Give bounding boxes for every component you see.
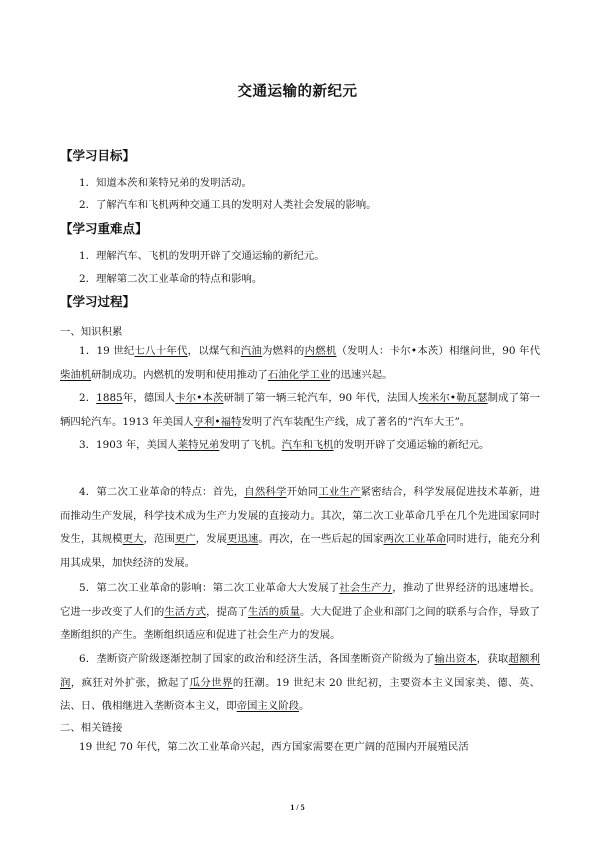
underlined-answer: 更广	[174, 533, 196, 545]
process-heading: 【学习过程】	[60, 294, 136, 309]
paragraph-3	[60, 434, 540, 458]
text-run: 3．1903 年，美国人	[79, 439, 178, 451]
underlined-answer: 埃米尔•勒瓦瑟	[418, 392, 488, 404]
underlined-answer: 卡尔•本茨	[175, 392, 224, 404]
text-run: 。	[298, 700, 310, 712]
underlined-answer: 1885	[96, 392, 123, 404]
key-points-heading: 【学习重难点】	[60, 221, 148, 236]
text-run: 4．第二次工业革命的特点：首先，	[79, 486, 245, 498]
underlined-answer: 自然科学	[244, 486, 287, 498]
text-run: 的迅速兴起。	[330, 368, 393, 381]
paragraph-4	[60, 481, 540, 575]
paragraph-2	[60, 387, 540, 434]
text-run: 研制了第一辆三轮汽车，90 年代，法国人	[223, 392, 419, 404]
goals-heading: 【学习目标】	[60, 148, 136, 163]
text-run: （发明人：卡尔•本茨）相继问世，90 年代	[336, 345, 541, 357]
underlined-answer: 汽油	[240, 345, 263, 357]
underlined-answer: 两次工业革命	[383, 533, 447, 545]
page-title: 交通运输的新纪元	[237, 84, 358, 100]
goal-item-2: 2．了解汽车和飞机两种交通工具的发明对人类社会发展的影响。	[79, 199, 377, 211]
text-run: ，推动了世界经济的迅速增长。它进一步改变了人们的	[60, 582, 541, 618]
text-run: 的发明开辟了交通运输的新纪元。	[333, 439, 490, 451]
text-run: 19 世纪 70 年代，第二次工业革命兴起，西方国家需要在更广阔的范围内开展殖民活	[79, 741, 469, 753]
key-point-item-1: 1．理解汽车、飞机的发明开辟了交通运输的新纪元。	[79, 250, 325, 262]
text-run: 发明了汽车装配生产线，成了著名的“汽车大王”。	[241, 415, 471, 428]
text-run: 6．垄断资产阶级逐渐控制了国家的政治和经济生活，各国垄断资产阶级为了	[79, 653, 435, 665]
text-run: ，疯狂对外扩张，掀起了	[70, 676, 190, 689]
text-run: 制成了第一辆四轮汽车。1913 年美国人	[60, 392, 540, 428]
underlined-answer: 生活方式	[164, 605, 207, 618]
underlined-answer: 石油化学工业	[267, 368, 331, 381]
paragraph-1	[60, 340, 540, 387]
underlined-answer: 汽车和飞机	[281, 439, 334, 451]
underlined-answer: 输出资本	[434, 653, 477, 665]
text-run: 年，德国人	[122, 392, 176, 404]
paragraph-6	[60, 648, 540, 719]
page-number: 1 / 5	[290, 803, 305, 812]
underlined-answer: 瓜分世界	[189, 676, 233, 689]
key-point-item-2: 2．理解第二次工业革命的特点和影响。	[79, 273, 263, 285]
underlined-answer: 帝国主义阶段	[236, 700, 299, 712]
text-run: ，发展	[195, 533, 227, 545]
text-run: 。再次，在一些后起的国家	[258, 533, 384, 545]
paragraph-5	[60, 577, 540, 648]
underlined-answer: 社会生产力	[339, 582, 393, 594]
text-run: 研制成功。内燃机的发明和使用推动了	[91, 368, 268, 381]
text-run: ，范围	[143, 533, 175, 545]
text-run: 5．第二次工业革命的影响：第二次工业革命大大发展了	[79, 582, 340, 594]
text-run: 开始同	[286, 486, 319, 498]
paragraph-7	[60, 736, 540, 760]
text-run: 紧密结合，科学发展促进技术革新，进而推动生产发展，科学技术成为生产力发展的直接动力。其次，第二次工业革命几乎在几个先进国家同时发生，其规模	[60, 486, 541, 545]
text-run: 。大大促进了企业和部门之间的联系与合作，导致了垄断组织的产生。垄断组织适应和促进了社会生产力的发展。	[60, 605, 541, 641]
section-knowledge: 一、知识积累	[60, 326, 123, 338]
text-run: 同时进行，能充分利用其成果，加快经济的发展。	[60, 533, 541, 569]
text-run: ，以煤气和	[187, 345, 241, 357]
underlined-answer: 工业生产	[318, 486, 361, 498]
underlined-answer: 超额利润	[60, 653, 541, 689]
underlined-answer: 七八十年代	[134, 345, 188, 357]
underlined-answer: 更大	[122, 533, 144, 545]
goal-item-1: 1．知道本茨和莱特兄弟的发明活动。	[79, 177, 252, 189]
text-run: 1．19 世纪	[79, 345, 135, 357]
underlined-answer: 亨利•福特	[193, 415, 242, 428]
text-run: ，获取	[476, 653, 509, 665]
text-run: 的狂潮。19 世纪末 20 世纪初，主要资本主义国家美、德、英、法、日、俄相继进入垄断资本主义，即	[60, 676, 541, 712]
underlined-answer: 更迅速	[227, 533, 259, 545]
underlined-answer: 内燃机	[304, 345, 337, 357]
underlined-answer: 生活的质量	[247, 605, 301, 618]
underlined-answer: 柴油机	[60, 368, 92, 381]
text-run: ，提高了	[206, 605, 248, 618]
section-links: 二、相关链接	[60, 722, 123, 734]
text-run: 2．	[79, 392, 97, 404]
underlined-answer: 莱特兄弟	[177, 439, 220, 451]
text-run: 发明了飞机。	[219, 439, 282, 451]
text-run: 为燃料的	[262, 345, 305, 357]
